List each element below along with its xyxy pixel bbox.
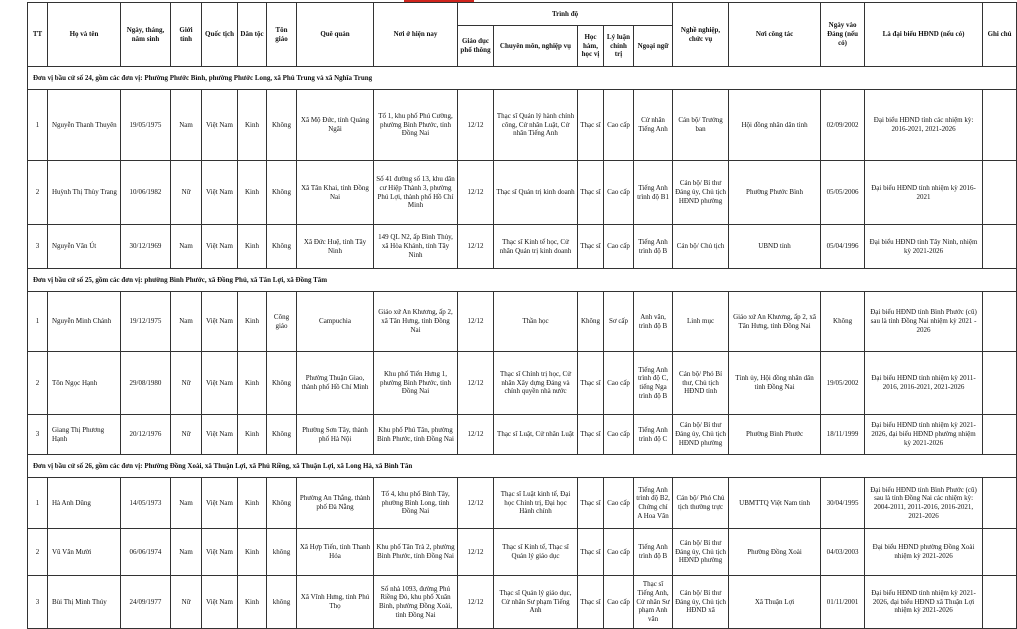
cell-hometown: Xã Đức Huệ, tỉnh Tây Ninh [297, 225, 374, 269]
cell-religion: Không [267, 225, 297, 269]
cell-gender: Nam [171, 478, 202, 529]
header-academic: Học hàm, học vị [578, 26, 604, 67]
cell-language: Tiếng Anh trình độ B [634, 225, 673, 269]
cell-language: Tiếng Anh trình độ C, tiếng Nga trình độ B [634, 352, 673, 415]
cell-language: Tiếng Anh trình độ B2, Chứng chỉ A Hoa Văn [634, 478, 673, 529]
header-specialty: Chuyên môn, nghiệp vụ [494, 26, 578, 67]
cell-party-date: 02/09/2002 [821, 90, 865, 161]
table-row [28, 225, 1017, 269]
cell-occupation: Cán bộ/ Trưởng ban [673, 90, 729, 161]
cell-tt: 1 [28, 90, 48, 161]
cell-delegate: Đại biểu HĐND tỉnh Bình Phước (cũ) sau là tỉnh Đồng Nai nhiệm kỳ 2021 - 2026 [865, 292, 983, 352]
cell-notes [983, 352, 1017, 415]
cell-gender: Nữ [171, 161, 202, 225]
cell-occupation: Cán bộ/ Bí thư Đảng ủy, Chủ tịch HĐND xã [673, 576, 729, 629]
header-notes: Ghi chú [983, 3, 1017, 67]
cell-delegate: Đại biểu HĐND tỉnh các nhiệm kỳ: 2016-2021, 2021-2026 [865, 90, 983, 161]
table-row [28, 576, 1017, 629]
cell-residence: Khu phố Tiến Hưng 1, phường Bình Phước, tỉnh Đồng Nai [374, 352, 458, 415]
cell-academic: Thạc sĩ [578, 415, 604, 455]
cell-general-edu: 12/12 [458, 352, 494, 415]
cell-tt: 3 [28, 576, 48, 629]
cell-nationality: Việt Nam [202, 478, 238, 529]
cell-academic: Thạc sĩ [578, 225, 604, 269]
cell-workplace: Giáo xứ An Khương, ấp 2, xã Tân Hưng, tỉnh Đồng Nai [729, 292, 821, 352]
header-language: Ngoại ngữ [634, 26, 673, 67]
cell-notes [983, 90, 1017, 161]
cell-general-edu: 12/12 [458, 90, 494, 161]
header-nationality: Quốc tịch [202, 3, 238, 67]
header-ethnicity: Dân tộc [238, 3, 267, 67]
cell-religion: không [267, 529, 297, 576]
table-header [28, 3, 1017, 67]
cell-nationality: Việt Nam [202, 90, 238, 161]
cell-party-date: 19/05/2002 [821, 352, 865, 415]
cell-tt: 1 [28, 292, 48, 352]
cell-workplace: Phường Bình Phước [729, 415, 821, 455]
cell-name: Nguyễn Minh Chánh [48, 292, 121, 352]
table-body [28, 67, 1017, 629]
cell-general-edu: 12/12 [458, 225, 494, 269]
cell-political: Cao cấp [604, 576, 634, 629]
cell-language: Thạc sĩ Tiếng Anh, Cử nhân Sư phạm Anh văn [634, 576, 673, 629]
cell-occupation: Cán bộ/ Bí thư Đảng ủy, Chủ tịch HĐND phường [673, 529, 729, 576]
cell-name: Nguyễn Thanh Thuyên [48, 90, 121, 161]
cell-language: Cử nhân Tiếng Anh [634, 90, 673, 161]
cell-gender: Nam [171, 90, 202, 161]
cell-ethnicity: Kinh [238, 352, 267, 415]
cell-gender: Nam [171, 225, 202, 269]
cell-gender: Nữ [171, 352, 202, 415]
cell-workplace: Phường Đồng Xoài [729, 529, 821, 576]
cell-general-edu: 12/12 [458, 161, 494, 225]
header-political: Lý luận chính trị [604, 26, 634, 67]
header-hometown: Quê quán [297, 3, 374, 67]
header-delegate: Là đại biểu HĐND (nếu có) [865, 3, 983, 67]
cell-political: Cao cấp [604, 352, 634, 415]
cell-notes [983, 225, 1017, 269]
cell-ethnicity: Kinh [238, 529, 267, 576]
cell-academic: Thạc sĩ [578, 352, 604, 415]
cell-academic: Thạc sĩ [578, 529, 604, 576]
cell-general-edu: 12/12 [458, 478, 494, 529]
cell-residence: 149 QL N2, ấp Bình Thủy, xã Hòa Khánh, tỉnh Tây Ninh [374, 225, 458, 269]
cell-workplace: UBMTTQ Việt Nam tỉnh [729, 478, 821, 529]
table-row [28, 352, 1017, 415]
cell-academic: Thạc sĩ [578, 90, 604, 161]
cell-gender: Nam [171, 292, 202, 352]
cell-nationality: Việt Nam [202, 161, 238, 225]
header-gender: Giới tính [171, 3, 202, 67]
cell-specialty: Thạc sĩ Quản lý hành chính công, Cử nhân Luật, Cử nhân Tiếng Anh [494, 90, 578, 161]
cell-notes [983, 415, 1017, 455]
table-row [28, 292, 1017, 352]
group-row [28, 455, 1017, 478]
cell-party-date: Không [821, 292, 865, 352]
table-row [28, 161, 1017, 225]
cell-specialty: Thạc sĩ Quản lý giáo dục, Cử nhân Sư phạm Tiếng Anh [494, 576, 578, 629]
group-title: Đơn vị bầu cử số 25, gồm các đơn vị: phường Bình Phước, xã Đồng Phú, xã Tân Lợi, xã Đồng Tâm [28, 269, 1017, 292]
cell-academic: Thạc sĩ [578, 161, 604, 225]
cell-hometown: Xã Vĩnh Hưng, tỉnh Phú Thọ [297, 576, 374, 629]
cell-residence: Tổ 4, khu phố Bình Tây, phường Bình Long, tỉnh Đồng Nai [374, 478, 458, 529]
cell-tt: 2 [28, 352, 48, 415]
header-occupation: Nghề nghiệp, chức vụ [673, 3, 729, 67]
cell-hometown: Phường Sơn Tây, thành phố Hà Nội [297, 415, 374, 455]
cell-nationality: Việt Nam [202, 415, 238, 455]
group-row [28, 67, 1017, 90]
cell-name: Giang Thị Phương Hạnh [48, 415, 121, 455]
cell-dob: 24/09/1977 [121, 576, 171, 629]
cell-notes [983, 529, 1017, 576]
cell-name: Vũ Văn Mười [48, 529, 121, 576]
table-row [28, 90, 1017, 161]
cell-hometown: Phường An Thắng, thành phố Đà Nẵng [297, 478, 374, 529]
cell-ethnicity: Kinh [238, 161, 267, 225]
table-row [28, 415, 1017, 455]
cell-tt: 2 [28, 529, 48, 576]
cell-academic: Thạc sĩ [578, 576, 604, 629]
cell-nationality: Việt Nam [202, 576, 238, 629]
cell-workplace: Xã Thuận Lợi [729, 576, 821, 629]
cell-specialty: Thần học [494, 292, 578, 352]
cell-party-date: 05/04/1996 [821, 225, 865, 269]
cell-dob: 20/12/1976 [121, 415, 171, 455]
header-name: Họ và tên [48, 3, 121, 67]
cell-dob: 29/08/1980 [121, 352, 171, 415]
table-row [28, 529, 1017, 576]
cell-occupation: Cán bộ/ Bí thư Đảng ủy, Chủ tịch HĐND phường [673, 161, 729, 225]
cell-hometown: Xã Tân Khai, tỉnh Đồng Nai [297, 161, 374, 225]
cell-party-date: 04/03/2003 [821, 529, 865, 576]
cell-workplace: Phường Phước Bình [729, 161, 821, 225]
cell-dob: 10/06/1982 [121, 161, 171, 225]
header-education-group: Trình độ [458, 3, 673, 26]
header-workplace: Nơi công tác [729, 3, 821, 67]
cell-hometown: Phường Thuận Giao, thành phố Hồ Chí Minh [297, 352, 374, 415]
cell-ethnicity: Kinh [238, 415, 267, 455]
cell-name: Bùi Thị Minh Thúy [48, 576, 121, 629]
cell-notes [983, 576, 1017, 629]
cell-specialty: Thạc sĩ Luật, Cử nhân Luật [494, 415, 578, 455]
cell-delegate: Đại biểu HĐND tỉnh nhiệm kỳ 2016-2021 [865, 161, 983, 225]
cell-dob: 14/05/1973 [121, 478, 171, 529]
cell-religion: không [267, 576, 297, 629]
cell-delegate: Đại biểu HĐND tỉnh nhiệm kỳ 2011-2016, 2016-2021, 2021-2026 [865, 352, 983, 415]
cell-political: Cao cấp [604, 478, 634, 529]
cell-name: Hà Anh Dũng [48, 478, 121, 529]
cell-party-date: 01/11/2001 [821, 576, 865, 629]
cell-party-date: 18/11/1999 [821, 415, 865, 455]
cell-religion: Không [267, 415, 297, 455]
header-tt: TT [28, 3, 48, 67]
cell-nationality: Việt Nam [202, 529, 238, 576]
cell-notes [983, 478, 1017, 529]
cell-academic: Thạc sĩ [578, 478, 604, 529]
cell-dob: 19/05/1975 [121, 90, 171, 161]
cell-nationality: Việt Nam [202, 352, 238, 415]
cell-language: Tiếng Anh trình độ B1 [634, 161, 673, 225]
cell-dob: 30/12/1969 [121, 225, 171, 269]
cell-hometown: Xã Hợp Tiến, tỉnh Thanh Hóa [297, 529, 374, 576]
cell-residence: Giáo xứ An Khương, ấp 2, xã Tân Hưng, tỉnh Đồng Nai [374, 292, 458, 352]
cell-ethnicity: Kinh [238, 292, 267, 352]
cell-nationality: Việt Nam [202, 225, 238, 269]
cell-delegate: Đại biểu HĐND phường Đồng Xoài nhiệm kỳ 2021-2026 [865, 529, 983, 576]
cell-residence: Số nhà 1093, đường Phú Riềng Đỏ, khu phố Xuân Bình, phường Đồng Xoài, tỉnh Đồng Nai [374, 576, 458, 629]
cell-ethnicity: Kinh [238, 90, 267, 161]
header-dob: Ngày, tháng, năm sinh [121, 3, 171, 67]
cell-name: Nguyễn Văn Út [48, 225, 121, 269]
cell-general-edu: 12/12 [458, 292, 494, 352]
cell-residence: Số 41 đường số 13, khu dân cư Hiệp Thành 3, phường Phú Lợi, thành phố Hồ Chí Minh [374, 161, 458, 225]
cell-delegate: Đại biểu HĐND tỉnh nhiệm kỳ 2021-2026, đại biểu HĐND phường nhiệm kỳ 2021-2026 [865, 415, 983, 455]
cell-notes [983, 161, 1017, 225]
cell-language: Tiếng Anh trình độ B [634, 529, 673, 576]
cell-delegate: Đại biểu HĐND tỉnh Tây Ninh, nhiệm kỳ 2021-2026 [865, 225, 983, 269]
cell-party-date: 05/05/2006 [821, 161, 865, 225]
cell-general-edu: 12/12 [458, 415, 494, 455]
cell-ethnicity: Kinh [238, 225, 267, 269]
group-title: Đơn vị bầu cử số 24, gồm các đơn vị: Phường Phước Bình, phường Phước Long, xã Phú Trung và xã Nghĩa Trung [28, 67, 1017, 90]
cell-name: Tôn Ngọc Hạnh [48, 352, 121, 415]
cell-religion: Không [267, 478, 297, 529]
cell-gender: Nữ [171, 576, 202, 629]
cell-specialty: Thạc sĩ Kinh tế học, Cử nhân Quản trị kinh doanh [494, 225, 578, 269]
cell-tt: 3 [28, 225, 48, 269]
cell-general-edu: 12/12 [458, 576, 494, 629]
cell-tt: 1 [28, 478, 48, 529]
cell-political: Cao cấp [604, 90, 634, 161]
cell-delegate: Đại biểu HĐND tỉnh nhiệm kỳ 2021-2026, đại biểu HĐND xã Thuận Lợi nhiệm kỳ 2021-2026 [865, 576, 983, 629]
cell-political: Cao cấp [604, 415, 634, 455]
cell-notes [983, 292, 1017, 352]
cell-hometown: Xã Mộ Đức, tỉnh Quảng Ngãi [297, 90, 374, 161]
cell-academic: Không [578, 292, 604, 352]
cell-occupation: Cán bộ/ Chủ tịch [673, 225, 729, 269]
cell-specialty: Thạc sĩ Kinh tế, Thạc sĩ Quản lý giáo dục [494, 529, 578, 576]
cell-workplace: Hội đồng nhân dân tỉnh [729, 90, 821, 161]
cell-nationality: Việt Nam [202, 292, 238, 352]
cell-religion: Không [267, 352, 297, 415]
cell-residence: Khu phố Tân Trà 2, phường Bình Phước, tỉnh Đồng Nai [374, 529, 458, 576]
cell-political: Cao cấp [604, 161, 634, 225]
cell-religion: Công giáo [267, 292, 297, 352]
cell-delegate: Đại biểu HĐND tỉnh Bình Phước (cũ) sau là tỉnh Đồng Nai các nhiệm kỳ: 2004-2011, 2011-2016, 2016-2021, 2021-2026 [865, 478, 983, 529]
cell-political: Cao cấp [604, 225, 634, 269]
cell-gender: Nữ [171, 415, 202, 455]
cell-religion: Không [267, 90, 297, 161]
candidate-table [27, 2, 1017, 629]
header-party-date: Ngày vào Đảng (nếu có) [821, 3, 865, 67]
cell-name: Huỳnh Thị Thùy Trang [48, 161, 121, 225]
cell-party-date: 30/04/1995 [821, 478, 865, 529]
cell-dob: 06/06/1974 [121, 529, 171, 576]
cell-ethnicity: Kinh [238, 478, 267, 529]
cell-occupation: Cán bộ/ Bí thư Đảng ủy, Chủ tịch HĐND phường [673, 415, 729, 455]
header-residence: Nơi ở hiện nay [374, 3, 458, 67]
cell-occupation: Cán bộ/ Phó Bí thư, Chủ tịch HĐND tỉnh [673, 352, 729, 415]
cell-workplace: UBND tỉnh [729, 225, 821, 269]
header-general-edu: Giáo dục phổ thông [458, 26, 494, 67]
cell-workplace: Tỉnh ủy, Hội đồng nhân dân tỉnh Đồng Nai [729, 352, 821, 415]
cell-language: Tiếng Anh trình độ C [634, 415, 673, 455]
cell-gender: Nam [171, 529, 202, 576]
cell-ethnicity: Kinh [238, 576, 267, 629]
cell-hometown: Campuchia [297, 292, 374, 352]
group-title: Đơn vị bầu cử số 26, gồm các đơn vị: Phường Đồng Xoài, xã Thuận Lợi, xã Phú Riềng, xã Thuận Lợi, xã Long Hà, xã Bình Tân [28, 455, 1017, 478]
cell-specialty: Thạc sĩ Quản trị kinh doanh [494, 161, 578, 225]
header-religion: Tôn giáo [267, 3, 297, 67]
cell-language: Anh văn, trình độ B [634, 292, 673, 352]
cell-political: Sơ cấp [604, 292, 634, 352]
cell-political: Cao cấp [604, 529, 634, 576]
cell-religion: Không [267, 161, 297, 225]
cell-tt: 3 [28, 415, 48, 455]
cell-specialty: Thạc sĩ Luật kinh tế, Đại học Chính trị, Đại học Hành chính [494, 478, 578, 529]
cell-residence: Khu phố Phú Tân, phường Bình Phước, tỉnh Đồng Nai [374, 415, 458, 455]
group-row [28, 269, 1017, 292]
cell-specialty: Thạc sĩ Chính trị học, Cử nhân Xây dựng Đảng và chính quyền nhà nước [494, 352, 578, 415]
cell-dob: 19/12/1975 [121, 292, 171, 352]
cell-occupation: Linh mục [673, 292, 729, 352]
table-row [28, 478, 1017, 529]
cell-tt: 2 [28, 161, 48, 225]
cell-general-edu: 12/12 [458, 529, 494, 576]
cell-occupation: Cán bộ/ Phó Chủ tịch thường trực [673, 478, 729, 529]
cell-residence: Tổ 1, khu phố Phú Cường, phường Bình Phước, tỉnh Đồng Nai [374, 90, 458, 161]
